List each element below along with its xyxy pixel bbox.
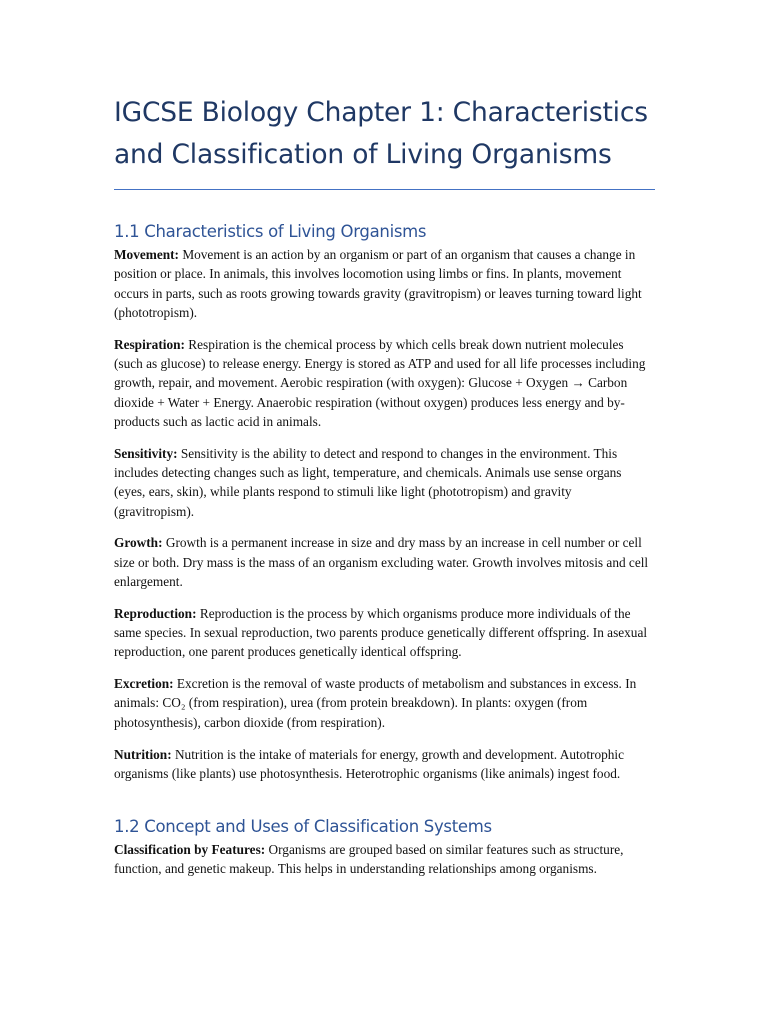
term-respiration: Respiration: xyxy=(114,336,185,352)
definition-movement: Movement is an action by an organism or part of an organism that causes a change in position or place. In animals, this involves locomotion using limbs or fins. In plants, movement occurs in parts, such as roots growing towards gravity (gravitropism) or leaves turning toward light (phototropism). xyxy=(114,247,642,320)
definition-nutrition: Nutrition is the intake of materials for energy, growth and development. Autotrophic organisms (like plants) use photosynthesis. Heterotrophic organisms (like animals) ingest food. xyxy=(114,746,624,781)
section-heading-characteristics: 1.1 Characteristics of Living Organisms xyxy=(114,222,427,241)
paragraph-movement xyxy=(114,245,655,322)
paragraph-sensitivity xyxy=(114,444,655,521)
definition-classification-by-features: Organisms are grouped based on similar features such as structure, function, and genetic makeup. This helps in understanding relationships among organisms. xyxy=(114,842,624,877)
term-movement: Movement: xyxy=(114,247,179,262)
definition-respiration: Respiration is the chemical process by which cells break down nutrient molecules (such as glucose) to release energy. Energy is stored as ATP and used for all life processes including growth, repair, and movement. Aerobic respiration (with oxygen): Glucose + Oxygen → Carbon dioxide + Water + Energy. Anaerobic respiration (without oxygen) produces less energy and by-products such as lactic acid in animals. xyxy=(114,336,646,429)
definition-reproduction: Reproduction is the process by which organisms produce more individuals of the same species. In sexual reproduction, two parents produce genetically different offspring. In asexual reproduction, one parent produces genetically identical offspring. xyxy=(114,605,648,660)
paragraph-nutrition xyxy=(114,745,655,784)
term-excretion: Excretion: xyxy=(114,676,174,692)
term-nutrition: Nutrition: xyxy=(114,746,172,762)
paragraph-growth xyxy=(114,533,655,591)
definition-excretion: Excretion is the removal of waste products of metabolism and substances in excess. In animals: CO₂ (from respiration), urea (from protein breakdown). In plants: oxygen (from photosynthesis), carbon dioxide (from respiration). xyxy=(114,676,637,730)
paragraph-classification-by-features xyxy=(114,840,655,879)
title-underline xyxy=(114,189,655,190)
document-page xyxy=(114,92,655,879)
paragraph-respiration xyxy=(114,335,655,431)
section-heading-classification: 1.2 Concept and Uses of Classification Systems xyxy=(114,817,492,837)
definition-sensitivity: Sensitivity is the ability to detect and respond to changes in the environment. This includes detecting changes such as light, temperature, and chemicals. Animals use sense organs (eyes, ears, skin), while plants respond to stimuli like light (phototropism) and gravity (gravitropism). xyxy=(114,445,622,519)
paragraph-reproduction xyxy=(114,604,655,662)
paragraph-excretion xyxy=(114,674,655,732)
document-title: IGCSE Biology Chapter 1: Characteristics and Classification of Living Organisms xyxy=(114,97,648,170)
term-reproduction: Reproduction: xyxy=(114,605,197,621)
term-sensitivity: Sensitivity: xyxy=(114,445,178,461)
definition-growth: Growth is a permanent increase in size and dry mass by an increase in cell number or cell size or both. Dry mass is the mass of an organism excluding water. Growth involves mitosis and cell enlargement. xyxy=(114,535,649,589)
term-growth: Growth: xyxy=(114,535,163,551)
term-classification-by-features: Classification by Features: xyxy=(114,842,266,858)
